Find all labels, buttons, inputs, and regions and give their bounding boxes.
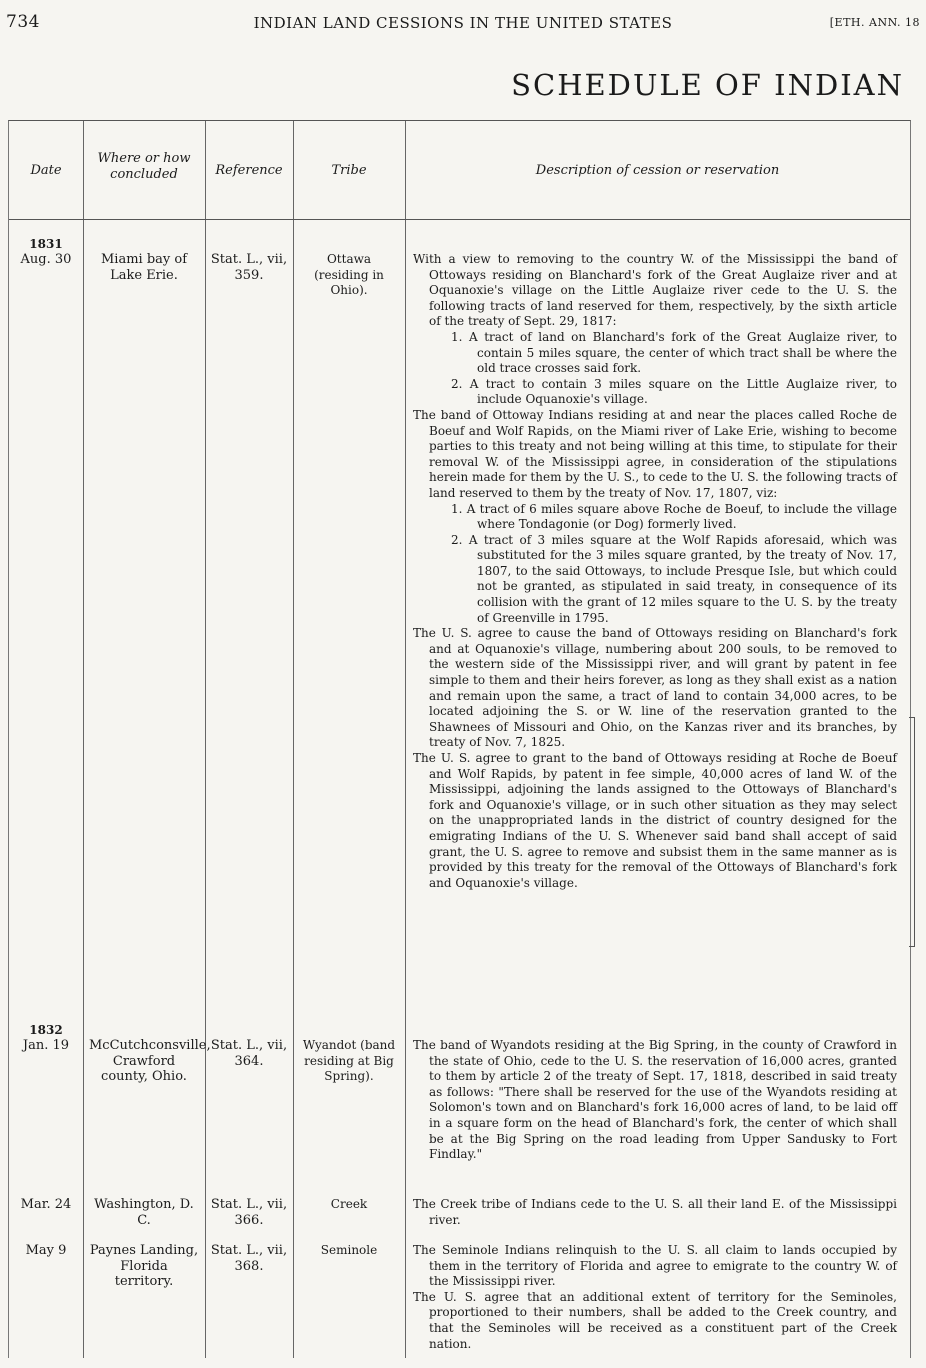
entry-tribe: Creek xyxy=(330,1197,368,1211)
description-item: 1. A tract of land on Blanchard's fork of the Great Auglaize river, to contain 5 miles square, the center of which tract shall be where the old trace crosses said fork. xyxy=(451,329,897,376)
margin-bracket xyxy=(909,717,915,947)
column-divider xyxy=(405,121,406,1358)
entry-year: 1831 xyxy=(29,237,63,251)
running-header xyxy=(0,12,926,34)
description-item: 2. A tract of 3 miles square at the Wolf Rapids aforesaid, which was substituted for the 3 miles square granted, by the treaty of Nov. 17, 1807, to the said Ottoways, to include Presque Isle, but which could not be granted, as stipulated in said treaty, in consequence of its collision with the grant of 12 miles square to the U. S. by the treaty of Greenville in 1795. xyxy=(451,532,897,625)
col-reference-header: Reference xyxy=(215,163,283,178)
col-where-header: Where or how concluded xyxy=(97,151,191,182)
description-paragraph: The U. S. agree to grant to the band of Ottoways residing at Roche de Boeuf and Wolf Rapids, by patent in fee simple, 40,000 acres of land W. of the Mississippi, adjoining the lands assigned to the Ottoways of Blanchard's fork and Oquanoxie's village, or in such other situation as they may select on the unappropriated lands in the district of country designed for the emigrating Indians of the U. S. Whenever said band shall accept of said grant, the U. S. agree to remove and subsist them in the same manner as is provided by this treaty for the removal of the Ottoways of Blanchard's fork and Oquanoxie's village. xyxy=(413,751,897,890)
entry-reference: Stat. L., vii, 364. xyxy=(210,1038,288,1069)
entry-where: Paynes Landing, Florida territory. xyxy=(89,1243,199,1290)
running-title: INDIAN LAND CESSIONS IN THE UNITED STATES xyxy=(253,14,673,32)
column-divider xyxy=(293,121,294,1358)
cession-table xyxy=(8,120,911,1358)
column-divider xyxy=(205,121,206,1358)
entry-date: Mar. 24 xyxy=(20,1197,72,1212)
entry-where: McCutchconsville, Crawford county, Ohio. xyxy=(89,1038,211,1085)
description-paragraph: The Seminole Indians relinquish to the U. S. all claim to lands occupied by them in the territory of Florida and agree to emigrate to the country W. of the Mississippi river. xyxy=(413,1243,897,1289)
entry-tribe: Seminole xyxy=(320,1243,378,1257)
header-rule xyxy=(9,219,910,220)
page-number: 734 xyxy=(6,12,40,32)
entry-date: Aug. 30 xyxy=(20,252,72,267)
entry-reference: Stat. L., vii, 359. xyxy=(210,252,288,283)
description-paragraph: The U. S. agree to cause the band of Ottoways residing on Blanchard's fork and at Oquanoxie's village, numbering about 200 souls, to be removed to the western side of the Mississippi river, and will grant by patent in fee simple to them and their heirs forever, as long as they shall exist as a nation and remain upon the same, a tract of land to contain 34,000 acres, to be located adjoining the S. or W. line of the reservation granted to the Shawnees of Missouri and Ohio, on the Kanzas river and its branches, by treaty of Nov. 7, 1825. xyxy=(413,626,897,750)
entry-where: Miami bay of Lake Erie. xyxy=(100,252,188,283)
description-paragraph: The U. S. agree that an additional extent of territory for the Seminoles, proportioned to their numbers, shall be added to the Creek country, and that the Seminoles will be received as a constituent part of the Creek nation. xyxy=(413,1289,897,1351)
entry-description xyxy=(413,252,897,891)
col-description-header: Description of cession or reservation xyxy=(535,163,780,178)
column-divider xyxy=(83,121,84,1358)
description-paragraph: The Creek tribe of Indians cede to the U. S. all their land E. of the Mississippi river. xyxy=(413,1197,897,1227)
description-paragraph: The band of Wyandots residing at the Big Spring, in the county of Crawford in the state of Ohio, cede to the U. S. the reservation of 16,000 acres, granted to them by article 2 of the treaty of Sept. 17, 1818, described in said treaty as follows: "There shall be reserved for the use of the Wyandots residing at Solomon's town and on Blanchard's fork 16,000 acres of land, to be laid off in a square form on the head of Blanchard's fork, the center of which shall be at the Big Spring on the road leading from Upper Sandusky to Fort Findlay." xyxy=(413,1038,897,1162)
section-title: SCHEDULE OF INDIAN xyxy=(511,68,904,102)
entry-date: May 9 xyxy=(25,1243,67,1258)
entry-tribe: Ottawa (residing in Ohio). xyxy=(314,252,384,298)
entry-description xyxy=(413,1243,897,1352)
entry-where: Washington, D. C. xyxy=(94,1197,194,1228)
col-date-header: Date xyxy=(30,163,62,178)
entry-description xyxy=(413,1197,897,1228)
col-tribe-header: Tribe xyxy=(331,163,367,178)
entry-tribe: Wyandot (band residing at Big Spring). xyxy=(302,1038,396,1084)
description-paragraph: The band of Ottoway Indians residing at and near the places called Roche de Boeuf and Wolf Rapids, on the Miami river of Lake Erie, wishing to become parties to this treaty and not being willing at this time, to stipulate for their removal W. of the Mississippi agree, in consideration of the stipulations herein made for them by the U. S., to cede to the U. S. the following tracts of land reserved to them by the treaty of Nov. 17, 1807, viz: xyxy=(413,407,897,500)
entry-date: Jan. 19 xyxy=(22,1038,70,1053)
entry-reference: Stat. L., vii, 368. xyxy=(210,1243,288,1274)
entry-year: 1832 xyxy=(29,1023,63,1037)
annual-reference: [ETH. ANN. 18 xyxy=(829,16,920,29)
entry-reference: Stat. L., vii, 366. xyxy=(210,1197,288,1228)
description-item: 1. A tract of 6 miles square above Roche de Boeuf, to include the village where Tondagonie (or Dog) formerly lived. xyxy=(451,501,897,532)
description-paragraph: With a view to removing to the country W. of the Mississippi the band of Ottoways residing on Blanchard's fork of the Great Auglaize river and at Oquanoxie's village on the Little Auglaize river cede to the U. S. the following tracts of land reserved for them, respectively, by the sixth article of the treaty of Sept. 29, 1817: xyxy=(413,252,897,329)
description-item: 2. A tract to contain 3 miles square on the Little Auglaize river, to include Oquanoxie's village. xyxy=(451,376,897,407)
entry-description xyxy=(413,1038,897,1163)
